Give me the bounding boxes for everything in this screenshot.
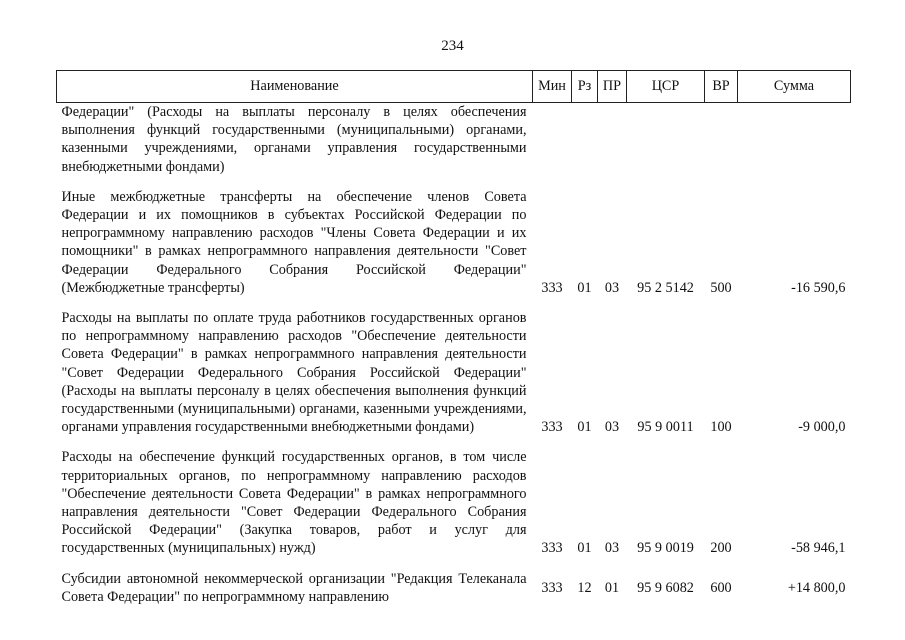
header-rz: Рз	[572, 71, 598, 103]
row-rz: 12	[577, 579, 592, 596]
row-name: Федерации" (Расходы на выплаты персоналу в целях обеспечения выполнения функций государственными (муниципальными) органами, казенными учреждениями, органами управления государственными внебюджетными фондами)	[61, 104, 527, 175]
budget-table-container	[56, 70, 850, 606]
row-sum: +14 800,0	[787, 579, 846, 596]
table-row	[57, 309, 851, 436]
table-header	[57, 71, 851, 103]
page-number: 234	[441, 38, 464, 54]
row-name: Иные межбюджетные трансферты на обеспечение членов Совета Федерации и их помощников в субъектах Российской Федерации по непрограммному направлению расходов "Члены Совета Федерации и их помощники" в рамках непрограммного направления деятельности "Совет Федерации Федерального Собрания Российской Федерации" (Межбюджетные трансферты)	[61, 188, 527, 296]
header-name: Наименование	[57, 71, 533, 103]
row-pr: 03	[604, 540, 620, 557]
row-rz: 01	[577, 419, 592, 436]
row-pr	[598, 103, 627, 176]
row-min	[533, 103, 572, 176]
row-sum	[738, 103, 851, 176]
row-name: Субсидии автономной некоммерческой организации "Редакция Телеканала Совета Федерации" по непрограммному направлению	[61, 570, 527, 605]
row-csr: 95 2 5142	[637, 279, 694, 296]
row-csr: 95 9 0011	[637, 419, 694, 436]
row-min: 333	[541, 540, 563, 557]
row-rz: 01	[577, 540, 592, 557]
table-body	[57, 103, 851, 607]
table-row	[57, 448, 851, 557]
row-sum: -58 946,1	[791, 540, 846, 557]
row-min: 333	[541, 419, 563, 436]
header-csr: ЦСР	[627, 71, 705, 103]
row-csr	[627, 103, 705, 176]
row-name: Расходы на выплаты по оплате труда работников государственных органов по непрограммному направлению расходов "Обеспечение деятельности Совета Федерации" в рамках непрограммного направления деятельности "Совет Федерации Федерального Собрания Российской Федерации" (Расходы на выплаты персоналу в целях обеспечения выполнения функций государственными (муниципальными) органами, казенными учреждениями, органами управления государственными внебюджетными фондами)	[61, 310, 527, 436]
row-vr: 100	[710, 419, 732, 436]
row-vr	[705, 103, 738, 176]
row-sum: -9 000,0	[798, 419, 846, 436]
header-sum: Сумма	[738, 71, 851, 103]
table-row	[57, 570, 851, 606]
budget-table	[56, 70, 851, 606]
table-row	[57, 188, 851, 297]
row-vr: 600	[710, 579, 732, 596]
header-min: Мин	[533, 71, 572, 103]
row-pr: 01	[604, 579, 620, 596]
row-rz	[572, 103, 598, 176]
row-vr: 200	[710, 540, 732, 557]
row-pr: 03	[604, 279, 620, 296]
table-row	[57, 103, 851, 176]
header-pr: ПР	[598, 71, 627, 103]
row-csr: 95 9 6082	[637, 579, 694, 596]
row-min: 333	[541, 279, 563, 296]
row-csr: 95 9 0019	[637, 540, 694, 557]
row-name: Расходы на обеспечение функций государственных органов, в том числе территориальных органов, по непрограммному направлению расходов "Обеспечение деятельности Совета Федерации" в рамках непрограммного направления деятельности "Совет Федерации Федерального Собрания Российской Федерации" (Закупка товаров, работ и услуг для государственных (муниципальных) нужд)	[61, 449, 527, 557]
row-sum: -16 590,6	[791, 279, 846, 296]
header-vr: ВР	[705, 71, 738, 103]
row-vr: 500	[710, 279, 732, 296]
row-pr: 03	[604, 419, 620, 436]
row-min: 333	[541, 579, 563, 596]
row-rz: 01	[577, 279, 592, 296]
